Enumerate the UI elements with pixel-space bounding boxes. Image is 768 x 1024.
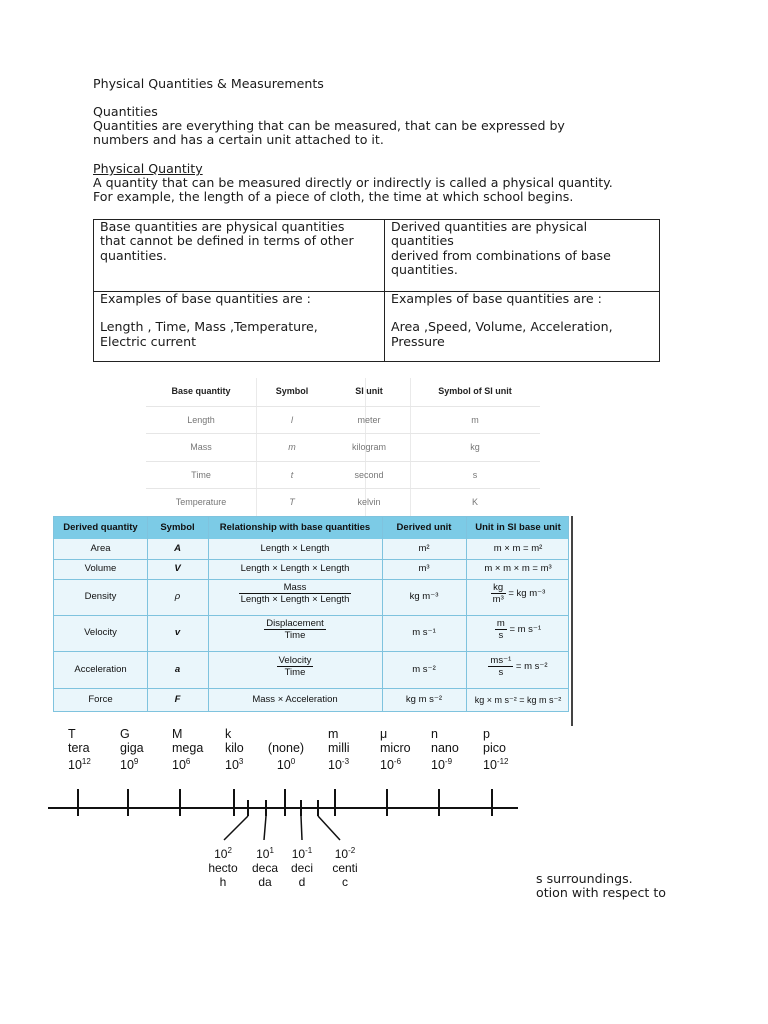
prefix-name: centi: [332, 861, 358, 875]
equation-tail: = kg m⁻³: [508, 588, 546, 600]
table-cell: m s⁻²: [412, 664, 436, 675]
table-cell: m × m = m²: [493, 543, 543, 554]
fraction-denominator: s: [498, 667, 504, 678]
fraction-numerator: m: [496, 618, 505, 629]
table-row: [146, 461, 540, 488]
prefix-symbol: μ: [380, 727, 388, 741]
table-cell: K: [471, 497, 478, 507]
prefix-name: kilo: [225, 741, 244, 755]
table-cell: [466, 655, 569, 678]
prefix-power: $10^6$: [172, 757, 191, 773]
derived-definition-cell: [385, 220, 659, 277]
table-cell: F: [174, 694, 181, 705]
fraction: [495, 618, 507, 641]
image-edge: [571, 516, 573, 726]
table-cell: m s⁻¹: [412, 627, 436, 638]
fraction-denominator: Length × Length × Length: [240, 594, 350, 605]
table-cell: meter: [357, 415, 381, 425]
prefix-label-deca: [245, 844, 285, 889]
fraction-denominator: Time: [284, 667, 306, 678]
table-cell: v: [174, 627, 181, 638]
cell-line: derived from combinations of base: [391, 247, 611, 263]
column-header: Base quantity: [171, 386, 231, 396]
table-cell: Mass: [190, 442, 212, 452]
table-cell: ρ: [174, 591, 181, 602]
table-cell: T: [289, 497, 295, 507]
cell-line: Examples of base quantities are :: [100, 291, 311, 306]
column-header: Symbol: [160, 522, 195, 533]
physical-quantity-heading: Physical Quantity: [93, 161, 203, 176]
cell-line: Area ,Speed, Volume, Acceleration,: [391, 319, 613, 335]
prefix-symbol: p: [483, 727, 490, 741]
fraction: [277, 655, 314, 678]
quantities-heading: Quantities: [93, 104, 158, 119]
document-title: Physical Quantities & Measurements: [93, 76, 324, 91]
column-header: Derived quantity: [63, 522, 138, 533]
prefix-name: giga: [120, 741, 144, 755]
prefix-symbol: M: [172, 727, 183, 741]
leader-centi: [318, 816, 340, 840]
fraction-numerator: Mass: [239, 582, 352, 594]
fraction-denominator: m³: [492, 594, 504, 605]
equation-tail: = m s⁻²: [515, 661, 548, 673]
table-row: [146, 433, 540, 460]
fraction-numerator: Displacement: [266, 618, 324, 629]
derived-examples-cell: [385, 292, 659, 349]
leader-deca: [264, 816, 266, 840]
prefix-label-pico: [483, 727, 508, 772]
comparison-table: [93, 219, 660, 362]
prefix-power: $10^{-6}$: [380, 757, 402, 773]
table-cell: [466, 618, 569, 641]
table-cell: Length × Length: [260, 543, 330, 554]
prefix-power: $10^{-3}$: [328, 757, 350, 773]
cell-line: Base quantities are physical quantities: [100, 219, 345, 234]
table-cell: kilogram: [351, 442, 386, 452]
table-cell: s: [472, 470, 478, 480]
prefix-name: deci: [290, 861, 313, 875]
fraction: [488, 655, 513, 678]
prefix-label-nano: [431, 727, 459, 772]
prefix-symbol: T: [68, 727, 76, 741]
column-header: Unit in SI base unit: [475, 522, 561, 533]
prefix-symbol: h: [219, 875, 227, 889]
prefix-name: milli: [328, 741, 350, 755]
table-cell: Velocity: [84, 627, 117, 638]
table-cell: [208, 618, 382, 641]
table-cell: Mass × Acceleration: [252, 694, 338, 705]
table-cell: [466, 582, 569, 605]
prefix-symbol: k: [225, 727, 232, 741]
cell-line: Examples of base quantities are :: [391, 291, 602, 306]
table-cell: t: [290, 470, 294, 480]
table-cell: Volume: [84, 563, 117, 574]
leader-deci: [301, 816, 302, 840]
table-header-row: [146, 378, 540, 405]
base-quantity-table-image: [146, 378, 540, 518]
prefix-power: $10^{-2}$: [334, 846, 356, 861]
quantities-text-line: Quantities are everything that can be measured, that can be expressed by: [93, 118, 565, 133]
prefix-symbol: c: [342, 875, 348, 889]
table-cell: m: [288, 442, 296, 452]
prefix-label-mega: [172, 727, 203, 772]
prefix-name: pico: [483, 741, 506, 755]
cell-line: Length , Time, Mass ,Temperature,: [100, 319, 318, 335]
metric-prefix-scale: [48, 724, 538, 914]
cell-line: quantities: [391, 233, 454, 249]
column-header: Derived unit: [396, 522, 452, 533]
quantities-text-line: numbers and has a certain unit attached to it.: [93, 132, 384, 147]
table-row: [146, 406, 540, 433]
leader-hecto: [224, 816, 248, 840]
column-header: Symbol: [275, 386, 309, 396]
fraction-denominator: s: [498, 630, 504, 641]
table-header-row: [54, 517, 569, 539]
table-cell: second: [354, 470, 384, 480]
table-cell: Length × Length × Length: [240, 563, 350, 574]
table-cell: m²: [418, 543, 430, 554]
table-cell: [208, 655, 382, 678]
prefix-name: (none): [267, 741, 305, 755]
prefix-name: tera: [68, 741, 90, 755]
physical-quantity-text-line: A quantity that can be measured directly or indirectly is called a physical quantity.: [93, 175, 613, 190]
column-header: SI unit: [355, 386, 383, 396]
prefix-power: $10^{-12}$: [483, 757, 509, 773]
table-cell: a: [174, 664, 181, 675]
prefix-label-none: [266, 727, 306, 772]
derived-quantity-table-image: [53, 516, 569, 712]
table-cell: l: [291, 415, 293, 425]
prefix-symbol: m: [328, 727, 339, 741]
column-header: Symbol of SI unit: [438, 386, 512, 396]
prefix-power: $10^1$: [256, 846, 274, 861]
prefix-symbol: da: [258, 875, 272, 889]
table-cell: Density: [84, 591, 117, 602]
fraction-numerator: Velocity: [278, 655, 312, 666]
table-cell: kg m⁻³: [409, 591, 439, 602]
physical-quantity-text-line: For example, the length of a piece of cloth, the time at which school begins.: [93, 189, 574, 204]
base-definition-cell: [94, 220, 384, 263]
prefix-name: deca: [251, 861, 279, 875]
prefix-label-tera: [68, 727, 91, 772]
prefix-power: $10^2$: [214, 846, 232, 861]
prefix-name: mega: [172, 741, 204, 755]
fraction-denominator: Time: [284, 630, 306, 641]
table-cell: Acceleration: [74, 664, 127, 675]
cell-line: that cannot be defined in terms of other: [100, 233, 354, 249]
base-examples-cell: [94, 292, 384, 349]
prefix-label-milli: [328, 727, 350, 772]
table-cell: kg × m s⁻² = kg m s⁻²: [474, 695, 562, 705]
prefix-symbol: n: [431, 727, 438, 741]
prefix-label-giga: [120, 727, 144, 772]
table-cell: m: [471, 415, 479, 425]
cell-line: Electric current: [100, 333, 197, 349]
fraction: [264, 618, 326, 641]
table-cell: [208, 582, 382, 605]
prefix-power: $10^3$: [225, 757, 244, 773]
table-cell: kg m s⁻²: [405, 694, 443, 705]
table-cell: Area: [90, 543, 111, 554]
table-cell: Length: [187, 415, 215, 425]
prefix-name: micro: [380, 741, 411, 755]
prefix-label-kilo: [225, 727, 244, 772]
fraction-numerator: kg: [491, 582, 506, 594]
prefix-symbol: d: [298, 875, 306, 889]
table-cell: A: [174, 543, 181, 554]
fraction: [491, 582, 506, 605]
table-cell: kelvin: [357, 497, 381, 507]
prefix-label-centi: [325, 844, 365, 889]
cell-line: quantities.: [100, 247, 167, 263]
prefix-label-deci: [284, 844, 320, 889]
table-row: [146, 488, 540, 515]
table-cell: m³: [418, 563, 430, 574]
table-cell: Time: [191, 470, 211, 480]
prefix-label-micro: [380, 727, 411, 772]
prefix-label-hecto: [201, 844, 245, 889]
prefix-power: $10^{-1}$: [291, 846, 313, 861]
table-cell: Temperature: [175, 497, 227, 507]
fraction-numerator: ms⁻¹: [490, 655, 512, 666]
prefix-power: $10^{-9}$: [431, 757, 453, 773]
cell-line: Derived quantities are physical: [391, 219, 588, 234]
column-header: Relationship with base quantities: [219, 522, 371, 533]
table-cell: Force: [88, 694, 113, 705]
prefix-power: $10^0$: [276, 757, 296, 773]
occluded-text-fragment: s surroundings.: [536, 871, 633, 886]
cell-line: Pressure: [391, 333, 445, 349]
prefix-symbol: G: [120, 727, 130, 741]
fraction: [239, 582, 352, 605]
table-cell: V: [174, 563, 181, 574]
cell-line: quantities.: [391, 261, 458, 277]
prefix-name: nano: [431, 741, 459, 755]
equation-tail: = m s⁻¹: [509, 624, 542, 636]
table-cell: m × m × m = m³: [484, 563, 552, 574]
prefix-symbol: [266, 727, 306, 741]
prefix-power: $10^9$: [120, 757, 139, 773]
occluded-text-fragment: otion with respect to: [536, 885, 667, 900]
prefix-name: hecto: [208, 861, 238, 875]
prefix-power: $10^{12}$: [68, 757, 91, 773]
table-cell: kg: [470, 442, 480, 452]
